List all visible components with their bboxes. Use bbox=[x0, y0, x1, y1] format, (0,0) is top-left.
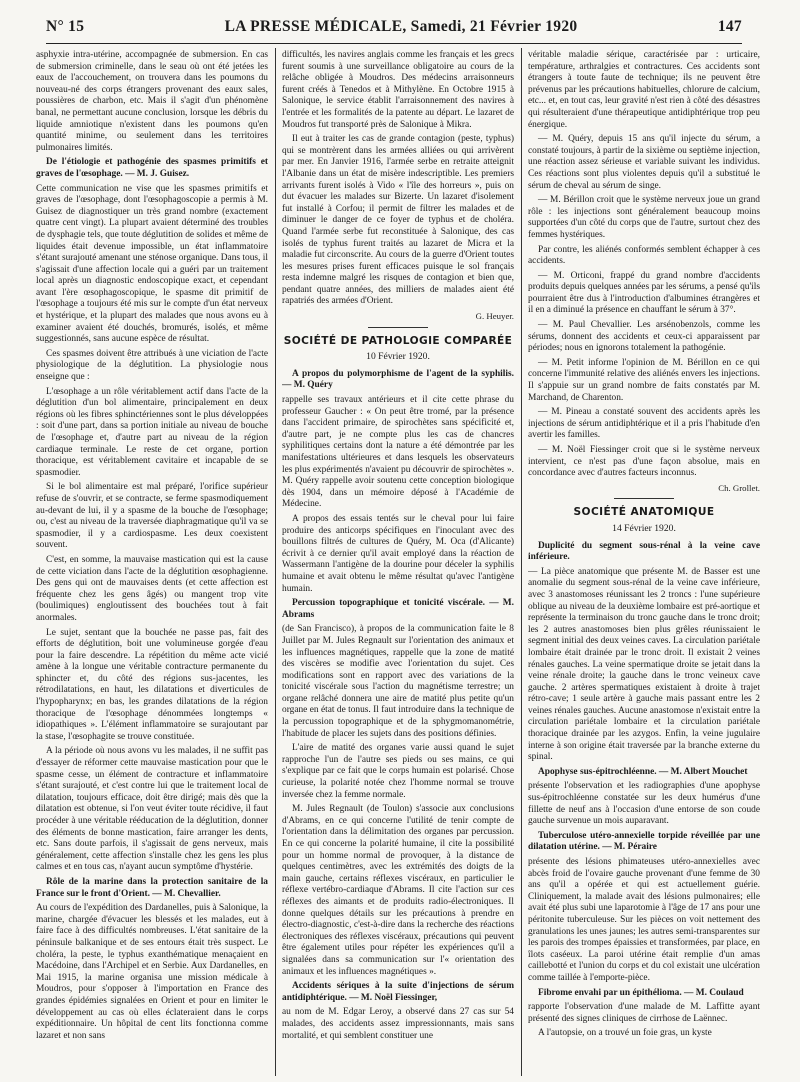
section-date: 10 Février 1920. bbox=[366, 351, 430, 363]
journal-title: LA PRESSE MÉDICALE, Samedi, 21 Février 1920 bbox=[224, 18, 578, 35]
paragraph: asphyxie intra-utérine, accompagnée de submersion. En cas de submersion criminelle, dans le seau où ont été jetées les eaux de l'accouchement, on trouvera dans les poumons du nouveau-né des corps étrangers provenant des eaux sales, poussières de charbon, etc. Mais il s'agit d'un phénomène banal, ne permettant aucune conclusion, lorsque les débris du liquide amniotique n'existent dans les poumons qu'en quantité minime, ou seulement dans les territoires pulmonaires limités. bbox=[36, 50, 268, 153]
author-signature: G. Heuyer. bbox=[475, 311, 514, 322]
paragraph: au nom de M. Edgar Leroy, a observé dans 27 cas sur 54 malades, des accidents assez impressionnants, mais sans mortalité, et qui semblent constituer une bbox=[282, 1007, 514, 1041]
text-column-3 bbox=[528, 50, 760, 1076]
section-title: SOCIÉTÉ DE PATHOLOGIE COMPARÉE bbox=[283, 334, 513, 347]
page-header bbox=[46, 18, 742, 44]
paragraph: A la période où nous avons vu les malades, il ne suffit pas d'essayer de réformer cette mauvaise mastication pour que le spasme cesse, un élément de contracture et inflammatoire s'étant surajouté, et c'est contre lui que le traitement local de dilatation, toujours efficace, doit être dirigé; mais dès que la dilatation est obtenue, si l'on veut éviter toute récidive, il faut procéder à une véritable rééducation de la déglutition, donner des éléments de bonne mastication, faire arranger les dents, etc. Sans doute parfois, il s'agissait de gens nerveux, mais généralement, cette affection s'installe chez les gens les plus calmes et en tous cas, n'ayant aucun symptôme d'hystérie. bbox=[36, 746, 268, 873]
paragraph: — M. Petit informe l'opinion de M. Bérillon en ce qui concerne l'immunité relative des aliénés envers les injections. Il s'appuie sur un grand nombre de faits constatés par M. Marchand, de Charenton. bbox=[528, 357, 760, 403]
article-heading: Fibrome envahi par un épithélioma. — M. Coulaud bbox=[538, 987, 744, 998]
paragraph: M. Jules Regnault (de Toulon) s'associe aux conclusions d'Abrams, en ce qui concerne l'utilité de tenir compte de l'orientation dans la délimitation des organes par percussion. En ce qui concerne la polarité humaine, il cite la possibilité pour un homme normal de provoquer, à la distance de quelques centimètres, avec les extrémités des doigts de la main gauche, certains réflexes viscéraux, en particulier le réflexe vertébro-cardiaque d'Abrams. Il cite l'action sur ces réflexes des aimants et de produits radio-électroniques. Il donne quelques détails sur les précautions à prendre en électro-diagnostic, c'est-à-dire dans la recherche des réactions électroniques des réflexes viscéraux, précautions qui peuvent être également utiles pour répéter les expériences qu'il a signalées dans sa communication sur l'« orientation des animaux et les influences magnétiques ». bbox=[282, 804, 514, 977]
paragraph: véritable maladie sérique, caractérisée par : urticaire, température, arthralgies et contractures. Ces accidents sont étrangers à toute faute de technique; ils ne peuvent être prévenus par les précautions habituelles, chlorure de calcium, etc... et, en tout cas, leur gravité n'est rien à côté des désastres qui résulteraient d'une thérapeutique antidiphtérique trop peu énergique. bbox=[528, 50, 760, 130]
paragraph: présente l'observation et les radiographies d'une apophyse sus-épitrochléenne constatée sur les deux humérus d'une fillette de neuf ans à l'occasion d'une entorse de son coude gauche survenue un mois auparavant. bbox=[528, 781, 760, 827]
paragraph: — M. Paul Chevallier. Les arsénobenzols, comme les sérums, donnent des accidents et ceux-ci apparaissent par périodes; nous en ignorons totalement la pathogénie. bbox=[528, 320, 760, 354]
article-heading: Apophyse sus-épitrochléenne. — M. Albert Mouchet bbox=[538, 766, 748, 777]
paragraph: — M. Orticoni, frappé du grand nombre d'accidents produits depuis quelques années par les sérums, a pensé qu'ils pourraient être dus à l'introduction d'albumines étrangères et il en a diminué la présence en chauffant le sérum à 37°. bbox=[528, 270, 760, 316]
paragraph: L'œsophage a un rôle véritablement actif dans l'acte de la déglutition d'un bol alimentaire, principalement en deux régions où les fibres sphinctériennes sont le plus développées : soit d'une part, dans sa portion initiale au niveau de bouche de l'œsophage et, d'autre part au niveau de la région cardiaque terminale. Le reste de cet organe, portion thoracique, est véritablement cavitaire et incapable de se spasmodier. bbox=[36, 386, 268, 478]
article-heading: A propos du polymorphisme de l'agent de la syphilis. — M. Quéry bbox=[282, 368, 514, 391]
paragraph: Il eut à traiter les cas de grande contagion (peste, typhus) qui se montrèrent dans les armées alliées ou qui arrivèrent par mer. En Janvier 1916, l'armée serbe en retraite atteignit l'Albanie dans un état de misère indescriptible. Les premiers arrivants furent isolés à Vido « l'île des horreurs », puis on dut évacuer les malades sur Bizerte. Un lazaret d'isolement fut installé à Corfou; il permit de filtrer les malades et de diminuer le danger de ce foyer de typhus et de choléra. Quand l'armée serbe fut reconstituée à Salonique, des cas isolés de typhus furent traités au lazaret de Micra et la maladie fut circonscrite. Au cours de la guerre d'Orient toutes les mesures prises furent efficaces puisque le sol français resta indemne malgré les risques de contagion et bien que, pendant quatre années, des milliers de malades aient été rapatriés des armées d'Orient. bbox=[282, 134, 514, 307]
section-separator bbox=[614, 498, 674, 499]
article-heading: Rôle de la marine dans la protection sanitaire de la France sur le front d'Orient. — M. Chevallier. bbox=[36, 876, 268, 899]
page-number: 147 bbox=[717, 18, 742, 35]
paragraph: — M. Quéry, depuis 15 ans qu'il injecte du sérum, a constaté toujours, à partir de la sixième ou septième injection, une réaction assez sérieuse et variable suivant les individus. Ces réactions sont plus violentes depuis qu'il a substitué le sérum de cheval au sérum de singe. bbox=[528, 134, 760, 191]
section-date: 14 Février 1920. bbox=[612, 522, 676, 534]
paragraph: — M. Pineau a constaté souvent des accidents après les injections de sérum antidiphtérique et il a pris l'habitude d'en avertir les familles. bbox=[528, 407, 760, 441]
paragraph: — M. Bérillon croit que le système nerveux joue un grand rôle : les injections sont généralement beaucoup moins supportées d'un côté du corps que de l'autre, surtout chez des femmes hystériques. bbox=[528, 195, 760, 240]
section-separator bbox=[368, 327, 428, 328]
article-heading: De l'étiologie et pathogénie des spasmes primitifs et graves de l'œsophage. — M. J. Guisez. bbox=[36, 157, 268, 179]
paragraph: Par contre, les aliénés conformés semblent échapper à ces accidents. bbox=[528, 244, 760, 267]
paragraph: — M. Noël Fiessinger croit que si le système nerveux intervient, ce n'est pas d'une façon absolue, mais en concordance avec d'autres facteurs inconnus. bbox=[528, 445, 760, 479]
paragraph: Cette communication ne vise que les spasmes primitifs et graves de l'œsophage, dont l'œsophagoscopie a permis à M. Guisez de diagnostiquer un très grand nombre (exactement quatre cent vingt). La plupart avaient déterminé des troubles de dysphagie tels, que toute déglutition de solides et même de liquides était devenue impossible, un état inflammatoire s'étant surajouté amenant une sténose organique. Dans tous, il s'agissait d'une affection locale qui a guéri par un traitement local après un diagnostic endoscopique exact, et cependant avant l'ère œsophagoscopique, le spasme dit primitif de l'œsophage a toujours été mis sur le compte d'un état nerveux et hystérique, et la plupart des malades que nous avons eu à examiner avaient été douchés, bromurés, isolés, et même suggestionnés, sans aucune espèce de résultat. bbox=[36, 183, 268, 345]
paragraph: A l'autopsie, on a trouvé un foie gras, un kyste bbox=[538, 1028, 712, 1039]
article-heading: Duplicité du segment sous-rénal à la veine cave inférieure. bbox=[528, 540, 760, 563]
paragraph: — La pièce anatomique que présente M. de Basser est une anomalie du segment sous-rénal de la veine cave inférieure, avec 3 anastomoses réunissant les 2 troncs : l'une supérieure oblique au niveau de la deuxième lombaire est pré-aortique et représente la terminaison du tronc gauche dans le tronc droit; les 2 autres anastomoses bien plus grêles réunissaient le segment initial des deux veines caves. La circulation pariétale lombaire était drainée par le tronc droit. Il existait 2 veines rénales gauches. La veine spermatique droite se jetait dans la veine rénale droite; la gauche dans le tronc veineux cave gauche. 2 artères spermatiques existaient à droite à trajet rétro-cave; 1 seule artère à gauche mais passant entre les 2 veines rénales gauches. Aucune anastomose n'existait entre la circulation pariétale lombaire et la circulation pariétale thoracique drainée par les azygos. Enfin, la veine jugulaire interne à son origine était traversée par la branche externe du spinal. bbox=[528, 566, 760, 763]
paragraph: rapporte l'observation d'une malade de M. Laffitte ayant présenté des signes cliniques de cirrhose de Laënnec. bbox=[528, 1002, 760, 1024]
paragraph: (de San Francisco), à propos de la communication faite le 8 Juillet par M. Jules Regnault sur l'orientation des animaux et les influences magnétiques, rappelle que la zone de matité des viscères se modifie avec l'orientation du sujet. Ces modifications sont en rapport avec des variations de la tonicité viscérale sous l'action du magnétisme terrestre; un organe relâché donnera une aire de matité plus petite qu'un organe en état de tonus. Il faut introduire dans la technique de la percussion topographique et de la sphygmomanométrie, l'habitude de placer les sujets dans des positions définies. bbox=[282, 624, 514, 739]
article-heading: Tuberculose utéro-annexielle torpide réveillée par une dilatation utérine. — M. Péraire bbox=[528, 830, 760, 853]
paragraph: Ces spasmes doivent être attribués à une viciation de l'acte physiologique de la déglutition. La physiologie nous enseigne que : bbox=[36, 348, 268, 383]
paragraph: A propos des essais tentés sur le cheval pour lui faire produire des anticorps spécifiques en l'inoculant avec des bouillons filtrés de cultures de Quéry, M. Oca (d'Alicante) écrivit à ce dernier qu'il avait employé dans la réaction de Wassermann l'antigène de la dourine pour déceler la syphilis humaine et avait obtenu le même résultat qu'avec l'antigène humain. bbox=[282, 513, 514, 594]
paragraph: C'est, en somme, la mauvaise mastication qui est la cause de cette viciation dans l'acte de la déglutition œsophagienne. Des gens qui ont de mauvaises dents (et cette affection est fréquente chez les gens âgés) ou mangent trop vite (boulimiques) engloutissent des bouchées tout à fait anormales. bbox=[36, 554, 268, 623]
issue-number: N° 15 bbox=[46, 18, 85, 35]
paragraph: rappelle ses travaux antérieurs et il cite cette phrase du professeur Gaucher : « On peut être tromé, par la présence dans l'accident primaire, de spirochètes sans spécificité et, d'autre part, je ne compte plus les cas de chancres syphilitiques certains dont la nature a été démontrée par les manifestations ultérieures et dans lesquels les observateurs les plus expérimentés n'avaient pu découvrir de spirochètes ». M. Quéry rappelle avoir soutenu cette conception biologique dès 1904, dans un mémoire déposé à l'Académie de Médecine. bbox=[282, 395, 514, 510]
paragraph: L'aire de matité des organes varie aussi quand le sujet rapproche l'un de l'autre ses pieds ou ses mains, ce qui s'explique par ce fait que le corps humain est polarisé. Chose curieuse, la polarité notée chez l'homme normal se trouve inversée chez la femme normale. bbox=[282, 743, 514, 800]
author-signature: Ch. Grollet. bbox=[718, 482, 760, 493]
column-divider bbox=[521, 48, 522, 1076]
text-column-2 bbox=[282, 50, 514, 1076]
paragraph: Si le bol alimentaire est mal préparé, l'orifice supérieur refuse de s'ouvrir, et se contracte, se ferme spasmodiquement au-devant de lui, il y a spasme de la bouche de l'œsophage; ou, c'est au niveau de la traversée diaphragmatique qu'il va se spasmodier, il y a cardiospasme. Les deux coexistent souvent. bbox=[36, 482, 268, 551]
section-title: SOCIÉTÉ ANATOMIQUE bbox=[573, 506, 715, 519]
article-heading: Accidents sériques à la suite d'injections de sérum antidiphtérique. — M. Noël Fiessinger, bbox=[282, 981, 514, 1003]
paragraph: présente des lésions phimateuses utéro-annexielles avec abcès froid de l'ovaire gauche provenant d'une femme de 30 ans qu'il a opérée et qui est actuellement guérie. Cliniquement, la malade avait des lésions pulmonaires; elle avait été plus subi une laparotomie à l'âge de 17 ans pour une péritonite tuberculeuse. Sur les pièces on voit nettement des granulations les unes jaunes; les autres semi-transparentes sur les parois des trompes épaissies et transformées, par place, en îlots caséeux. La paroi utérine était remplie d'un amas caillebotté et l'union du corps et du col existait une ulcération comme taillée à l'emporte-pièce. bbox=[528, 857, 760, 983]
paragraph: Au cours de l'expédition des Dardanelles, puis à Salonique, la marine, chargée d'évacuer les blessés et les malades, eut à faire face à des difficultés nombreuses. L'état sanitaire de la péninsule balkanique et de ses entours était très suspect. Le choléra, la peste, le typhus exanthématique menaçaient en Macédoine, dans l'Archipel et en Serbie. Aux Dardanelles, en Mai 1915, la marine organisa une mission médicale à Moudros, pour s'opposer à l'importation en France des grandes épidémies signalées en Orient et pour en limiter le développement au cas où elles éclateraient dans le corps expéditionnaire. Un hôpital de cent lits fonctionna comme lazaret et non sans bbox=[36, 903, 268, 1041]
paragraph: difficultés, les navires anglais comme les français et les grecs furent soumis à une surveillance obligatoire au cours de la relâche obligée à Moudros. Des médecins arraisonneurs furent créés à Tenedos et à Mithylène. En Octobre 1915 à Salonique, le service établit l'arraisonnement des navires à l'entrée et les formalités de la patente au départ. Le lazaret de Moudros fut transporté près de Salonique à Mikra. bbox=[282, 50, 514, 130]
column-divider bbox=[275, 48, 276, 1076]
article-heading: Percussion topographique et tonicité viscérale. — M. Abrams bbox=[282, 598, 514, 620]
text-column-1 bbox=[36, 50, 268, 1076]
paragraph: Le sujet, sentant que la bouchée ne passe pas, fait des efforts de déglutition, boit une volumineuse gorgée d'eau pour la faire descendre. La répétition du même acte vicié amène à la longue une véritable contracture permanente du sphincter et, du côté des régions sus-jacentes, les rétrodilatations, en haut, les dilatations et diverticules de l'hypopharynx; en bas, les grandes dilatations de la région thoracique de l'œsophage dénommées longtemps « idiopathiques ». L'élément inflammatoire se surajoutant par la stase, l'œsophagite se trouve constituée. bbox=[36, 627, 268, 742]
